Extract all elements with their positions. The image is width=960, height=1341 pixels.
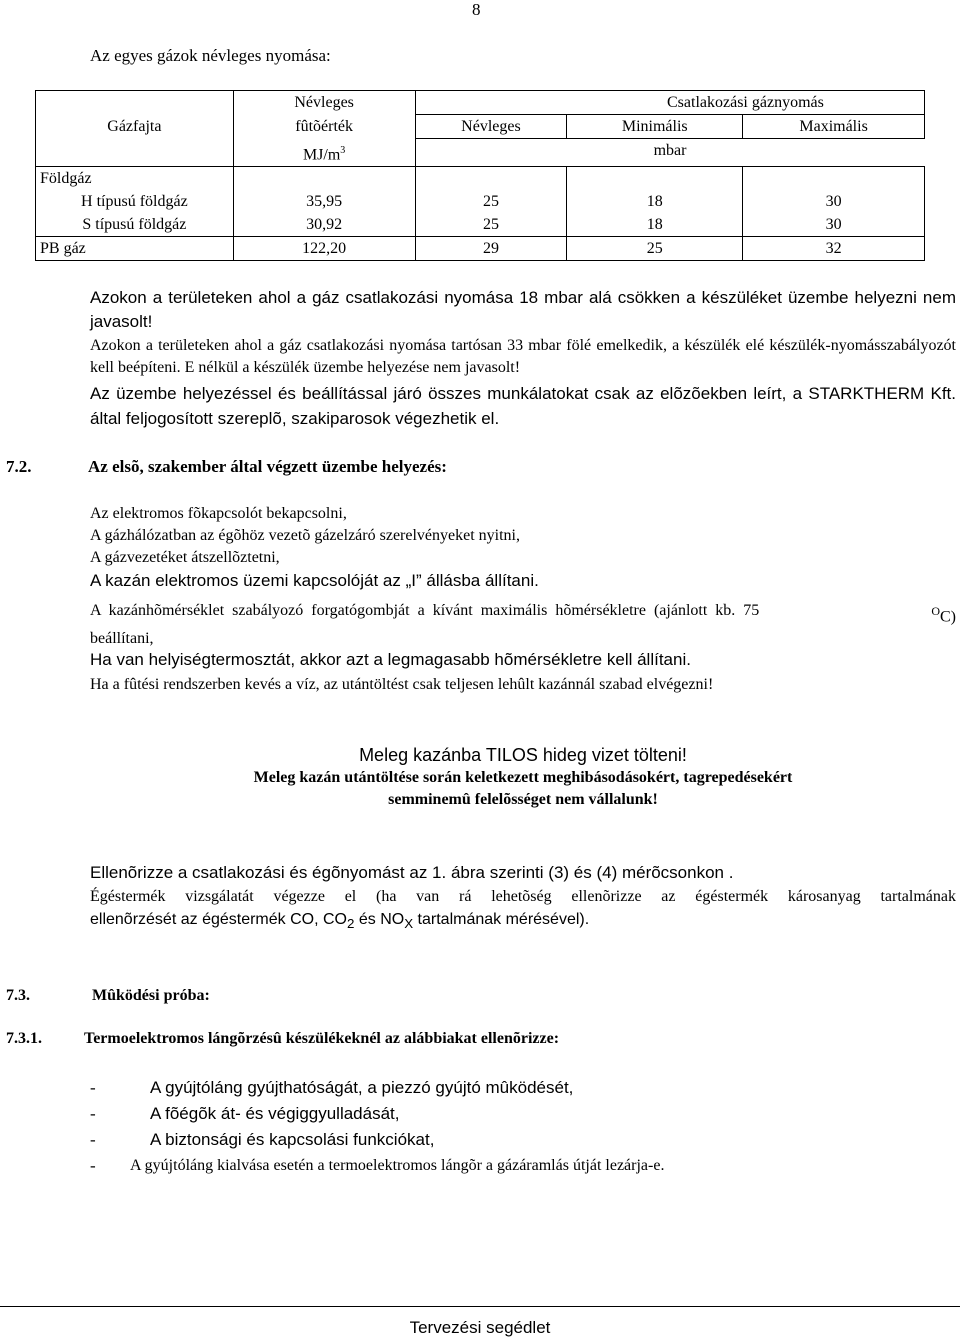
section-7-2-title: Az elsõ, szakember által végzett üzembe helyezés: [88, 457, 447, 476]
header-csatlakozasi: Csatlakozási gáznyomás [567, 91, 925, 115]
row-pb-name: PB gáz [36, 236, 234, 260]
list-item: - A biztonsági és kapcsolási funkciókat, [90, 1130, 435, 1149]
row-pb-nevleges: 29 [415, 236, 567, 260]
section-7-3-title: Mûködési próba: [92, 987, 210, 1004]
row-h-min: 18 [567, 190, 743, 213]
gas-pressure-table [35, 90, 925, 261]
startup-step: A gázhálózatban az égõhöz vezetõ gázelzáró szerelvényeket nyitni, [90, 527, 520, 544]
temperature-line-end: beállítani, [90, 630, 154, 648]
section-7-3-1-title: Termoelektromos lángõrzésû készülékeknél az alábbiakat ellenõrizze: [84, 1030, 560, 1047]
page-number: 8 [472, 0, 481, 19]
header-maximalis: Maximális [743, 115, 925, 139]
list-item: - A fõégõk át- és végiggyulladását, [90, 1104, 400, 1123]
warning-line-3: semminemû felelõsséget nem vállalunk! [388, 791, 658, 808]
row-pb-max: 32 [743, 236, 925, 260]
startup-step: A kazán elektromos üzemi kapcsolóját az „I” állásba állítani. [90, 571, 539, 590]
row-pb-futoertek: 122,20 [233, 236, 415, 260]
section-7-3-number: 7.3. [6, 987, 30, 1004]
warning-block [0, 743, 960, 811]
temperature-line: A kazánhõmérséklet szabályozó forgatógombját a kívánt maximális hõmérsékletre (ajánlott kb. 75 [90, 602, 760, 619]
header-nevleges-top: Névleges [233, 91, 415, 115]
warning-line-2: Meleg kazán utántöltése során keletkezett meghibásodásokért, tagrepedésekért [253, 769, 793, 786]
header-futoertek: fûtõérték [233, 115, 415, 139]
header-unit-mj: $MJ/m^3$ [233, 139, 415, 167]
row-h-nevleges: 25 [415, 190, 567, 213]
footer-text: Tervezési segédlet [409, 1318, 551, 1337]
row-h-max: 30 [743, 190, 925, 213]
list-item: - A gyújtóláng kialvása esetén a termoelektromos lángõr a gázáramlás útját lezárja-e. [90, 1156, 665, 1175]
para-authorized: Az üzembe helyezéssel és beállítással járó összes munkálatokat csak az elõzõekben leírt, a STARKTHERM Kft. által feljogosított szereplõ, szakiparosok végezhetik el. [90, 384, 956, 428]
startup-step: A gázvezetéket átszellõztetni, [90, 549, 280, 566]
row-h-name: H típusú földgáz [36, 190, 234, 213]
header-unit-mbar: mbar [415, 139, 924, 167]
row-pb-min: 25 [567, 236, 743, 260]
row-s-max: 30 [743, 213, 925, 237]
warning-line-1: Meleg kazánba TILOS hideg vizet tölteni! [359, 745, 687, 765]
row-foldgaz: Földgáz [36, 166, 234, 190]
list-item: - A gyújtóláng gyújthatóságát, a piezzó gyújtó mûködését, [90, 1078, 574, 1097]
row-s-nevleges: 25 [415, 213, 567, 237]
temperature-setting: A kazánhõmérséklet szabályozó forgatógombját a kívánt maximális hõmérsékletre (ajánlott kb. 75 $^O$C) beállítani, [90, 600, 956, 650]
row-h-futoertek: 35,95 [233, 190, 415, 213]
startup-steps [90, 503, 956, 593]
thermostat-note: Ha van helyiségtermosztát, akkor azt a legmagasabb hõmérsékletre kell állítani. [90, 650, 691, 669]
para-high-pressure: Azokon a területeken ahol a gáz csatlakozási nyomása tartósan 33 mbar fölé emelkedik, a készülék elé készülék-nyomásszabályozót kell beépíteni. E nélkül a készülék üzembe helyezése nem javasolt! [90, 337, 956, 376]
section-7-3-1-number: 7.3.1. [6, 1030, 42, 1047]
check-pressure: Ellenõrizze a csatlakozási és égõnyomást az 1. ábra szerinti (3) és (4) mérõcsonkon . [90, 863, 734, 882]
refill-note: Ha a fûtési rendszerben kevés a víz, az utántöltést csak teljesen lehûlt kazánnál szabad elvégezni! [90, 676, 714, 693]
row-s-min: 18 [567, 213, 743, 237]
footer-rule [0, 1306, 960, 1307]
header-gazfajta: Gázfajta [36, 115, 234, 139]
startup-step: Az elektromos fõkapcsolót bekapcsolni, [90, 505, 347, 522]
header-minimalis: Minimális [567, 115, 743, 139]
check-list [90, 1076, 950, 1178]
header-nevleges: Névleges [415, 115, 567, 139]
para-low-pressure: Azokon a területeken ahol a gáz csatlakozási nyomása 18 mbar alá csökken a készüléket üzembe helyezni nem javasolt! [90, 288, 956, 331]
table-heading: Az egyes gázok névleges nyomása: [90, 46, 331, 65]
section-7-2-number: 7.2. [6, 457, 32, 476]
flue-gas-check: Égéstermék vizsgálatát végezze el (ha van rá lehetõség ellenõrizze az égéstermék károsanyag tartalmának ellenõrzését az égéstermék CO, $CO_2$ és $NO_X$ tartalmának mérésével). [90, 888, 956, 932]
row-s-futoertek: 30,92 [233, 213, 415, 237]
row-s-name: S típusú földgáz [36, 213, 234, 237]
